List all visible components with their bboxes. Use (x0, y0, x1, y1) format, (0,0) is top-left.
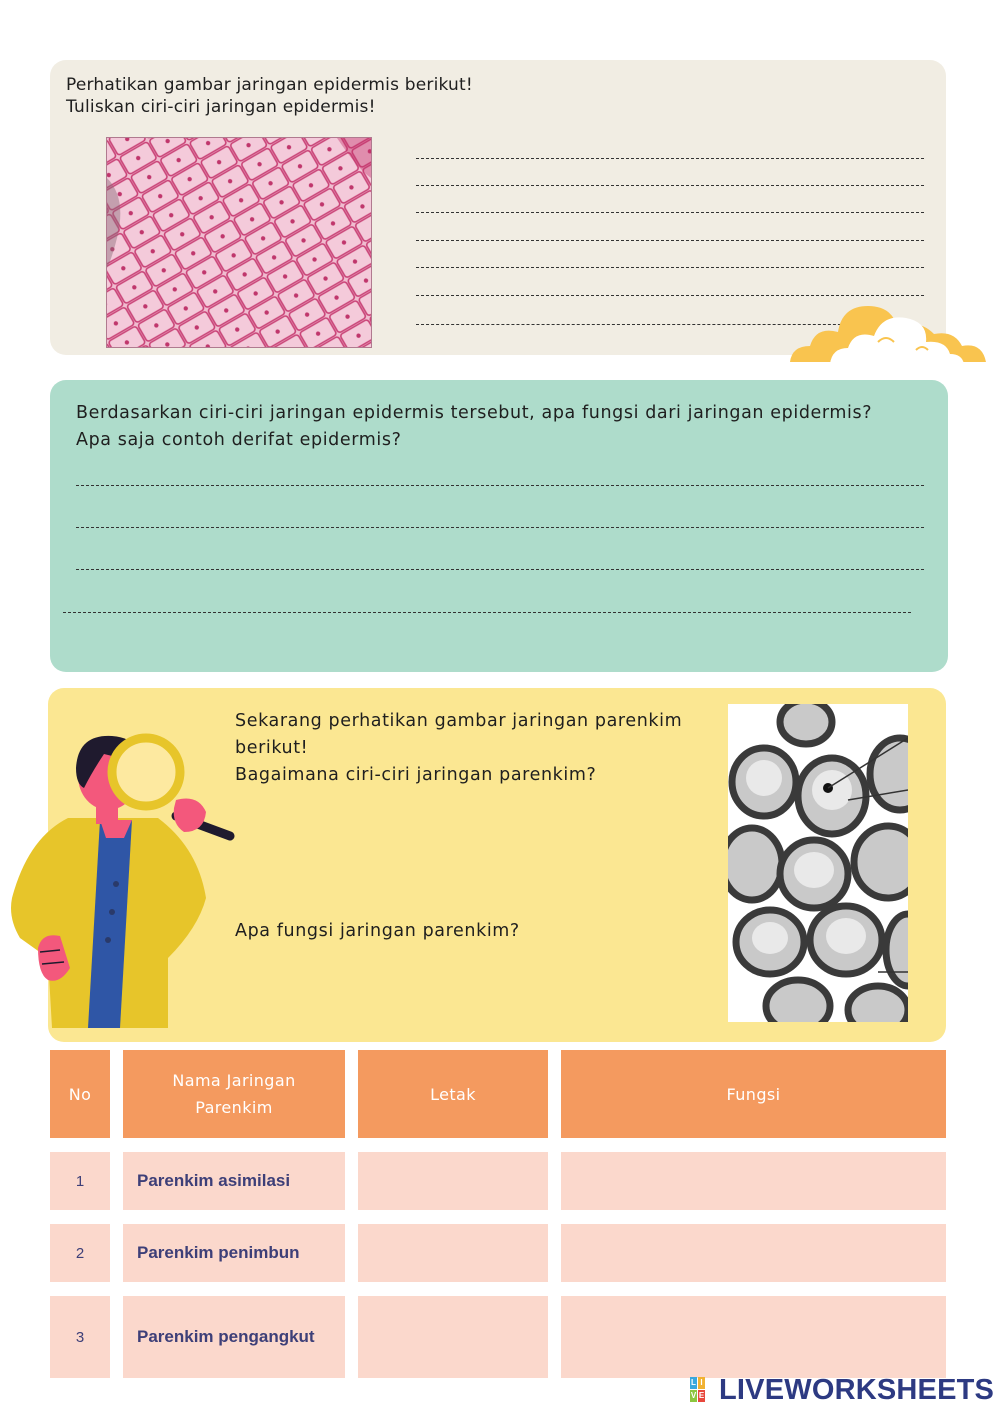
logo-letter: L (691, 1378, 696, 1387)
answer-line (63, 612, 911, 613)
table-cell-name: Parenkim pengangkut (123, 1296, 345, 1378)
cloud-decoration (786, 296, 990, 368)
table-cell-fungsi-input[interactable] (561, 1224, 946, 1282)
table-cell-fungsi-input[interactable] (561, 1296, 946, 1378)
liveworksheets-wordmark: LIVEWORKSHEETS (719, 1373, 995, 1406)
parenchyma-function-question: Apa fungsi jaringan parenkim? (235, 921, 520, 941)
logo-letter: V (690, 1391, 697, 1400)
epidermis-function-card (50, 380, 948, 672)
table-cell-name: Parenkim asimilasi (123, 1152, 345, 1210)
liveworksheets-logo-icon (690, 1377, 716, 1403)
parenchyma-micrograph (728, 704, 908, 1022)
answer-line (416, 185, 924, 186)
detective-illustration (8, 728, 240, 1028)
epidermis-function-question: Berdasarkan ciri-ciri jaringan epidermis tersebut, apa fungsi dari jaringan epidermis? Apa saja contoh derifat epidermis? (76, 403, 873, 450)
table-header-letak: Letak (358, 1050, 548, 1138)
table-header-fungsi: Fungsi (561, 1050, 946, 1138)
logo-letter: I (698, 1377, 705, 1389)
answer-line (76, 485, 924, 486)
table-cell-letak-input[interactable] (358, 1296, 548, 1378)
logo-letter: E (698, 1391, 705, 1400)
table-header-no: No (50, 1050, 110, 1138)
parenchyma-characteristics-question: Sekarang perhatikan gambar jaringan parenkim berikut! Bagaimana ciri-ciri jaringan parenkim? (235, 711, 683, 785)
answer-line (76, 569, 924, 570)
table-cell-no: 3 (50, 1296, 110, 1378)
epidermis-question-text: Perhatikan gambar jaringan epidermis berikut! Tuliskan ciri-ciri jaringan epidermis! (66, 75, 473, 117)
table-cell-fungsi-input[interactable] (561, 1152, 946, 1210)
liveworksheets-brand[interactable] (690, 1374, 994, 1406)
answer-line (76, 527, 924, 528)
table-cell-no: 2 (50, 1224, 110, 1282)
table-cell-letak-input[interactable] (358, 1152, 548, 1210)
table-cell-letak-input[interactable] (358, 1224, 548, 1282)
table-cell-name: Parenkim penimbun (123, 1224, 345, 1282)
answer-line (416, 240, 924, 241)
epidermis-micrograph (106, 137, 372, 348)
answer-line (416, 267, 924, 268)
answer-line (416, 212, 924, 213)
table-header-name: Nama Jaringan Parenkim (123, 1050, 345, 1138)
answer-line (416, 158, 924, 159)
table-cell-no: 1 (50, 1152, 110, 1210)
